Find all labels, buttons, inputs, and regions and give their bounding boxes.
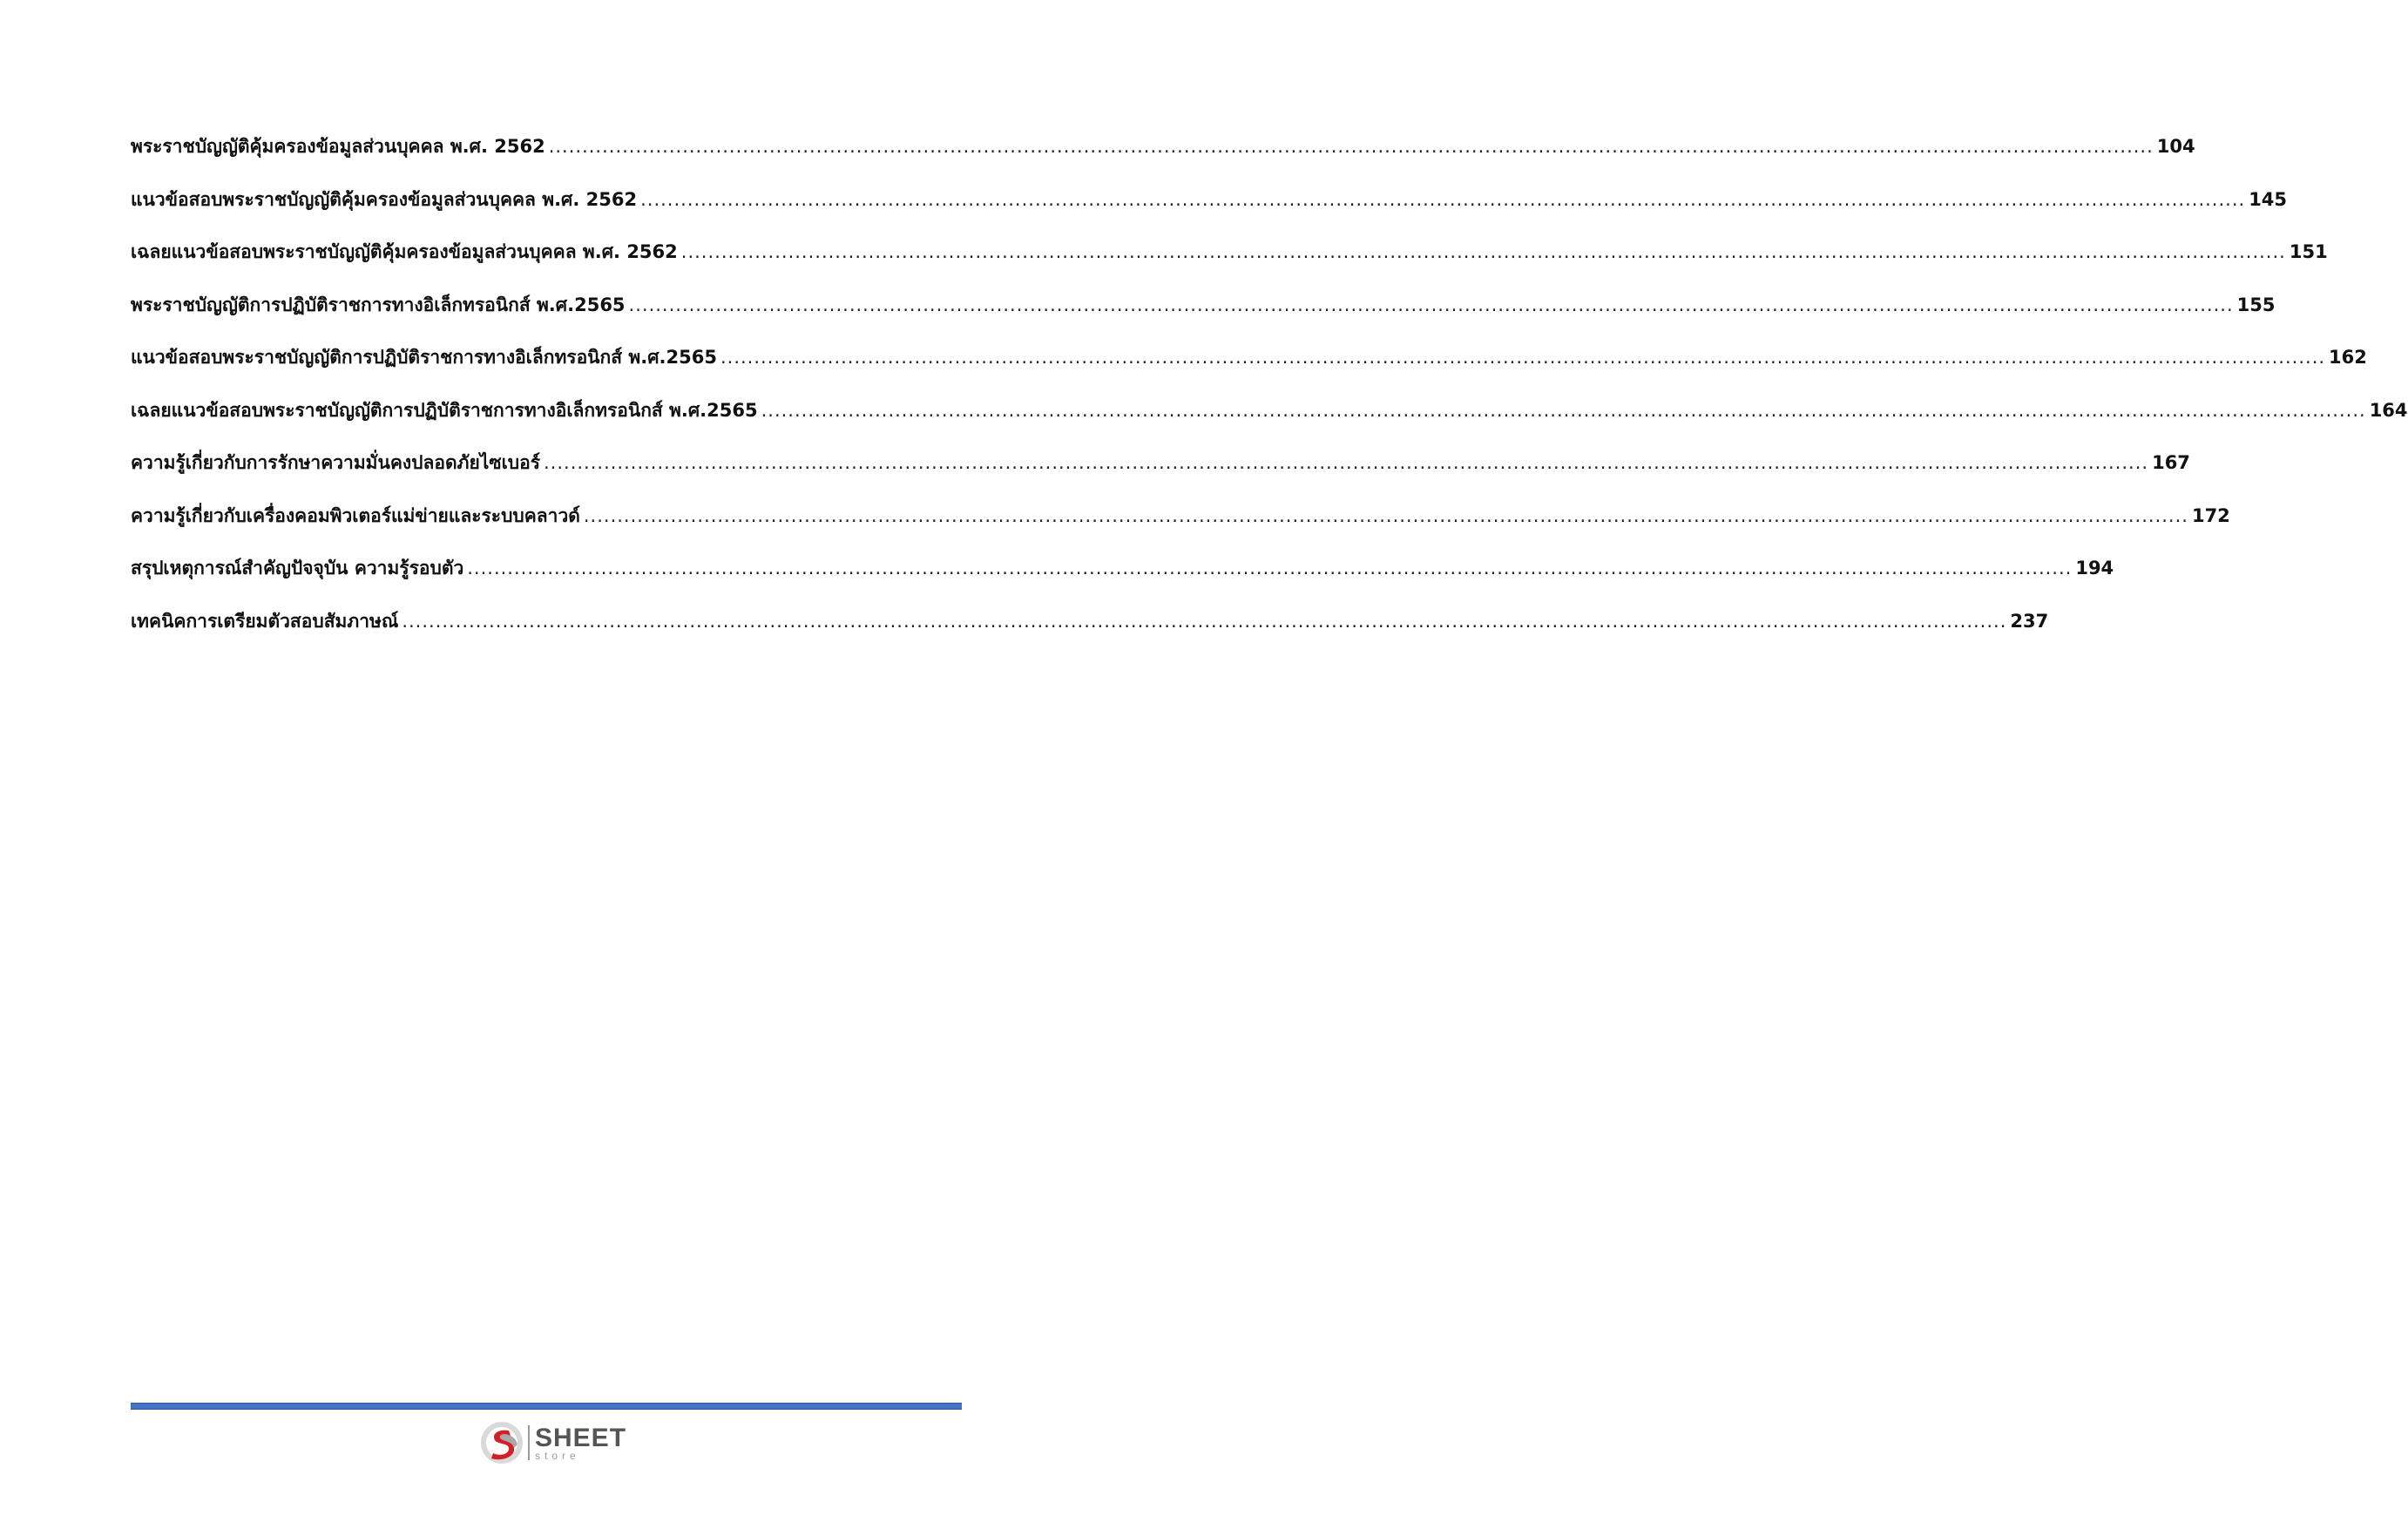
toc-entry-title: แนวข้อสอบพระราชบัญญัติคุ้มครองข้อมูลส่วนบุคคล พ.ศ. 2562 (131, 188, 638, 210)
toc-dot-leader: ................................................................................................................................................................................................................................................ (467, 558, 2073, 578)
logo-wordmark: SHEET (535, 1423, 627, 1452)
toc-page-number: 162 (2329, 347, 2367, 368)
toc-entry-title: แนวข้อสอบพระราชบัญญัติการปฏิบัติราชการทางอิเล็กทรอนิกส์ พ.ศ.2565 (131, 347, 717, 368)
toc-page-number: 237 (2010, 610, 2049, 632)
toc-entry-title: เฉลยแนวข้อสอบพระราชบัญญัติคุ้มครองข้อมูลส่วนบุคคล พ.ศ. 2562 (131, 241, 678, 262)
toc-dot-leader: ................................................................................................................................................................................................................................................ (548, 136, 2154, 157)
toc-dot-leader: ................................................................................................................................................................................................................................................ (640, 188, 2246, 210)
toc-page-number: 164 (2369, 399, 2408, 421)
toc-entry-title: ความรู้เกี่ยวกับการรักษาความมั่นคงปลอดภัยไซเบอร์ (131, 452, 540, 473)
toc-dot-leader: ................................................................................................................................................................................................................................................ (583, 504, 2188, 526)
table-of-contents (131, 131, 2408, 658)
toc-entry[interactable] (131, 606, 2049, 659)
toc-page-number: 151 (2289, 241, 2328, 262)
toc-entry[interactable] (131, 500, 2230, 553)
logo-divider (528, 1425, 530, 1460)
sheet-store-logo-icon (479, 1420, 524, 1465)
toc-entry[interactable] (131, 236, 2328, 289)
toc-page-number: 104 (2156, 136, 2195, 157)
toc-dot-leader: ................................................................................................................................................................................................................................................ (720, 347, 2326, 368)
toc-dot-leader: ................................................................................................................................................................................................................................................ (402, 610, 2007, 632)
logo-text (535, 1425, 626, 1461)
toc-page-number: 155 (2236, 294, 2276, 315)
logo-subtitle: store (535, 1449, 580, 1462)
toc-entry[interactable] (131, 342, 2367, 395)
footer-logo (479, 1420, 626, 1465)
toc-entry[interactable] (131, 131, 2195, 184)
toc-entry-title: เทคนิคการเตรียมตัวสอบสัมภาษณ์ (131, 610, 399, 632)
toc-entry[interactable] (131, 552, 2114, 606)
toc-entry[interactable] (131, 289, 2276, 342)
toc-page-number: 194 (2075, 558, 2114, 578)
toc-dot-leader: ................................................................................................................................................................................................................................................ (680, 241, 2286, 262)
toc-entry[interactable] (131, 395, 2408, 448)
toc-entry-title: สรุปเหตุการณ์สำคัญปัจจุบัน ความรู้รอบตัว (131, 558, 464, 578)
toc-entry-title: เฉลยแนวข้อสอบพระราชบัญญัติการปฏิบัติราชการทางอิเล็กทรอนิกส์ พ.ศ.2565 (131, 399, 758, 421)
toc-page-number: 167 (2152, 452, 2190, 473)
toc-dot-leader: ................................................................................................................................................................................................................................................ (628, 294, 2234, 315)
toc-entry-title: พระราชบัญญัติการปฏิบัติราชการทางอิเล็กทรอนิกส์ พ.ศ.2565 (131, 294, 626, 315)
toc-page-number: 145 (2249, 188, 2288, 210)
footer-rule (131, 1403, 962, 1410)
toc-dot-leader: ................................................................................................................................................................................................................................................ (761, 399, 2366, 421)
toc-entry-title: พระราชบัญญัติคุ้มครองข้อมูลส่วนบุคคล พ.ศ. 2562 (131, 136, 545, 157)
toc-page-number: 172 (2191, 504, 2230, 526)
toc-entry[interactable] (131, 184, 2288, 237)
toc-entry[interactable] (131, 447, 2190, 500)
toc-dot-leader: ................................................................................................................................................................................................................................................ (544, 452, 2149, 473)
toc-entry-title: ความรู้เกี่ยวกับเครื่องคอมพิวเตอร์แม่ข่ายและระบบคลาวด์ (131, 504, 580, 526)
